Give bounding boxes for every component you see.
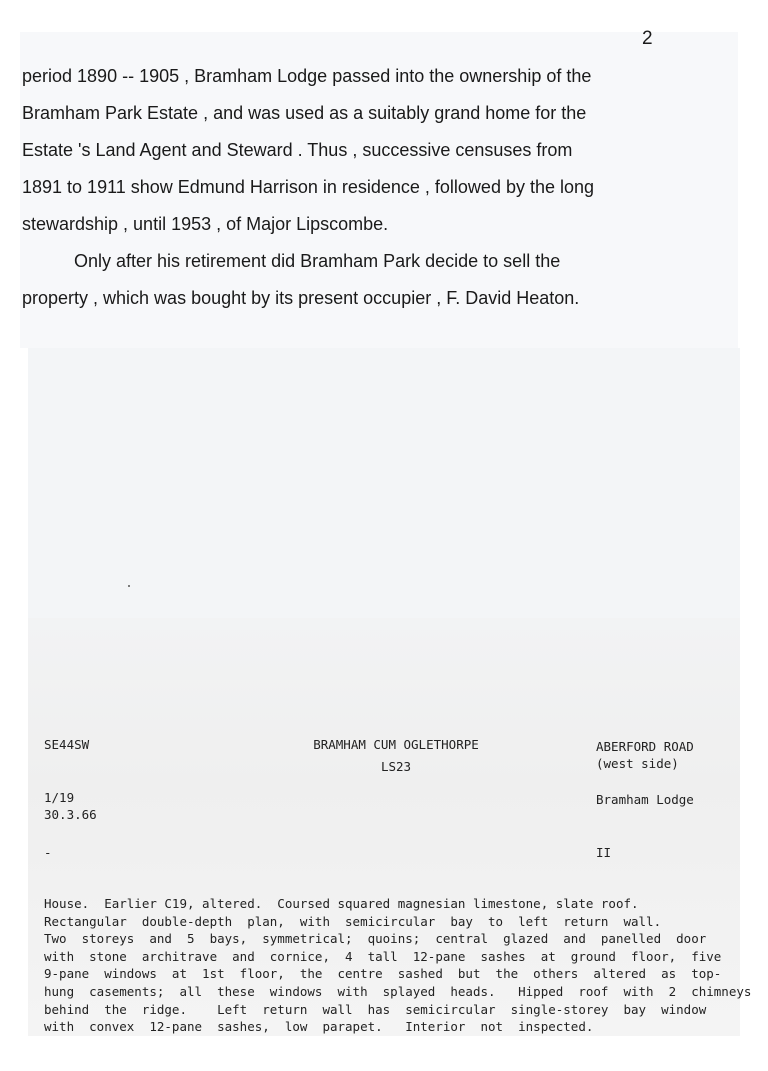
- history-line: property , which was bought by its present occupier , F. David Heaton.: [22, 288, 580, 308]
- listing-grade: II: [596, 845, 612, 860]
- history-line: Only after his retirement did Bramham Park decide to sell the: [74, 251, 561, 271]
- listing-street-side: (west side): [596, 756, 679, 771]
- description-line: 9-pane windows at 1st floor, the centre sashed but the others altered as top-: [44, 966, 722, 982]
- listing-parish: BRAMHAM CUM OGLETHORPE: [313, 737, 479, 752]
- history-line: stewardship , until 1953 , of Major Lipscombe.: [22, 214, 389, 234]
- middle-page-sheet: [28, 348, 740, 618]
- page-number: 2: [642, 28, 653, 49]
- listing-number: 1/19: [44, 790, 75, 805]
- paper-speck: [128, 585, 130, 587]
- description-line: behind the ridge. Left return wall has semicircular single-storey bay window: [44, 1001, 707, 1017]
- description-line: Two storeys and 5 bays, symmetrical; quoins; central glazed and panelled door: [44, 931, 707, 947]
- listing-description: [44, 895, 768, 1036]
- description-line: with convex 12-pane sashes, low parapet. Interior not inspected.: [44, 1019, 594, 1035]
- listing-ref: SE44SW: [44, 737, 90, 752]
- history-text: [22, 58, 722, 317]
- history-line: Bramham Park Estate , and was used as a suitably grand home for the: [22, 103, 587, 123]
- history-line: 1891 to 1911 show Edmund Harrison in residence , followed by the long: [22, 177, 595, 197]
- description-line: hung casements; all these windows with splayed heads. Hipped roof with 2 chimneys: [44, 983, 752, 999]
- description-line: House. Earlier C19, altered. Coursed squared magnesian limestone, slate roof.: [44, 896, 639, 911]
- listing-date: 30.3.66: [44, 807, 97, 822]
- listing-postcode: LS23: [380, 759, 412, 774]
- listing-street: ABERFORD ROAD: [596, 739, 694, 754]
- history-line: Estate 's Land Agent and Steward . Thus , successive censuses from: [22, 140, 573, 160]
- listing-dash: -: [44, 845, 52, 860]
- listing-building: Bramham Lodge: [596, 792, 694, 807]
- description-line: Rectangular double-depth plan, with semicircular bay to left return wall.: [44, 913, 662, 929]
- history-line: period 1890 -- 1905 , Bramham Lodge passed into the ownership of the: [22, 66, 592, 86]
- description-line: with stone architrave and cornice, 4 tall 12-pane sashes at ground floor, five: [44, 948, 722, 964]
